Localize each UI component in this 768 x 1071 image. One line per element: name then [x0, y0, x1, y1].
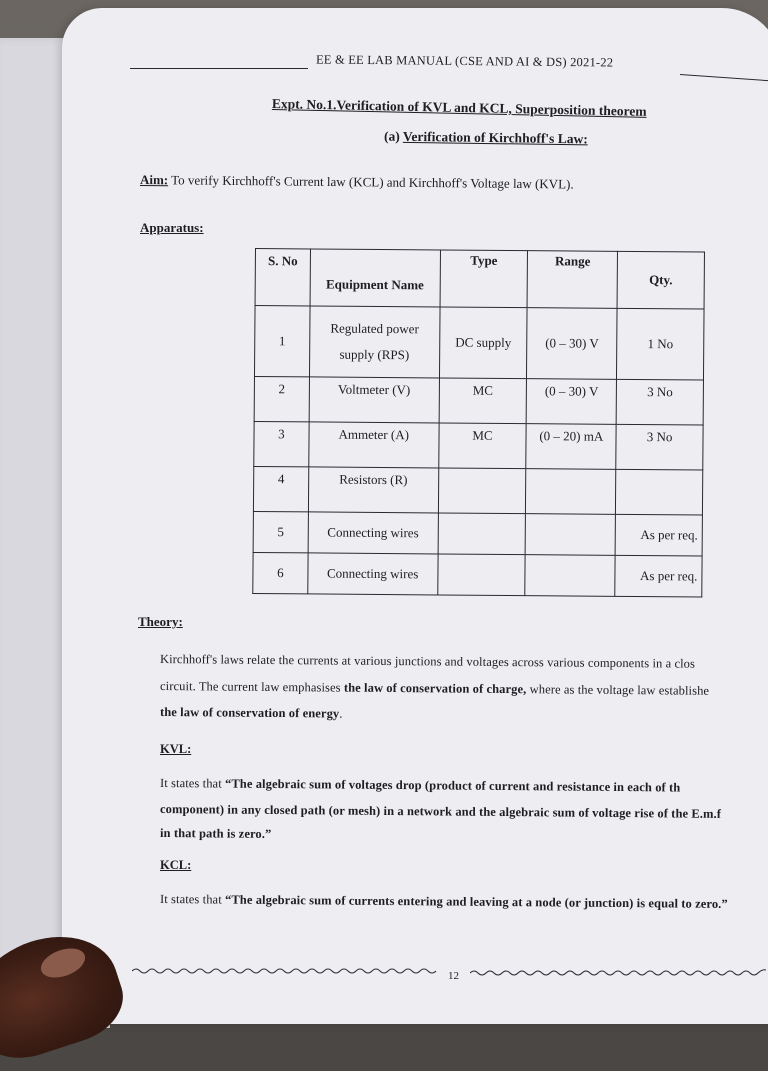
cell-type: DC supply	[439, 307, 527, 379]
kvl-emphasis: “The algebraic sum of voltages drop (product of current and resistance in each of th	[224, 776, 681, 795]
footer-wave-left	[132, 964, 438, 978]
cell-type	[438, 468, 526, 514]
experiment-title: Expt. No.1.Verification of KVL and KCL, Superposition theorem	[271, 96, 647, 119]
cell-name: Ammeter (A)	[309, 422, 439, 468]
column-header: Equipment Name	[310, 249, 440, 307]
kcl-text: It states that	[159, 892, 226, 907]
cell-type	[438, 513, 526, 555]
cell-sno: 6	[253, 552, 308, 593]
theory-emphasis: the law of conservation of charge,	[343, 680, 527, 697]
table-row	[254, 306, 704, 381]
cell-name: Voltmeter (V)	[309, 377, 439, 423]
footer-wave-right	[470, 964, 768, 978]
table-row	[254, 421, 703, 470]
cell-sno: 2	[254, 376, 309, 421]
table-row	[253, 552, 702, 597]
cell-sno: 5	[253, 511, 308, 552]
cell-name: Resistors (R)	[308, 467, 438, 513]
cell-type	[437, 554, 525, 596]
table-row	[253, 511, 702, 556]
aim-text: To verify Kirchhoff's Current law (KCL) and Kirchhoff's Voltage law (KVL).	[171, 172, 574, 192]
manual-header: EE & EE LAB MANUAL (CSE AND AI & DS) 2021-22	[315, 52, 614, 70]
cell-range: (0 – 30) V	[527, 308, 617, 380]
column-header: Range	[527, 251, 617, 309]
cell-qty: As per req.	[615, 555, 702, 597]
cell-range: (0 – 30) V	[527, 379, 617, 425]
cell-qty: As per req.	[615, 514, 702, 556]
theory-emphasis: the law of conservation of energy	[159, 705, 340, 721]
table-row	[254, 376, 703, 425]
apparatus-heading: Apparatus:	[140, 220, 204, 235]
cell-range	[526, 469, 616, 515]
kvl-heading: KVL:	[160, 742, 192, 756]
header-rule-left	[130, 68, 308, 69]
cell-range: (0 – 20) mA	[526, 424, 616, 470]
cell-sno: 1	[254, 306, 309, 377]
cell-type: MC	[438, 423, 526, 469]
cell-sno: 3	[254, 421, 309, 466]
cell-type: MC	[439, 378, 527, 424]
column-header: S. No	[255, 249, 310, 306]
column-header: Type	[440, 250, 528, 308]
kcl-emphasis: “The algebraic sum of currents entering and leaving at a node (or junction) is equal to zero.”	[224, 892, 728, 911]
kvl-line-3	[160, 826, 271, 842]
cell-name: Connecting wires	[308, 553, 438, 595]
cell-qty: 1 No	[617, 308, 704, 380]
cell-name: Connecting wires	[308, 512, 438, 554]
subtitle-prefix: (a)	[383, 128, 400, 144]
cell-qty	[616, 469, 703, 515]
aim-label: Aim:	[139, 172, 169, 188]
column-header: Qty.	[617, 251, 704, 309]
theory-text: circuit. The current law emphasises	[159, 679, 344, 695]
theory-heading: Theory:	[138, 614, 183, 629]
cell-name: Regulated power supply (RPS)	[309, 306, 439, 378]
cell-range	[525, 514, 615, 556]
kvl-emphasis: component) in any closed path (or mesh) in a network and the algebraic sum of voltage rise of the E.m.f	[159, 802, 722, 821]
cell-range	[525, 555, 615, 597]
kvl-text: It states that	[159, 776, 226, 791]
subtitle-text: Verification of Kirchhoff's Law:	[402, 128, 588, 147]
kvl-emphasis: in that path is zero.”	[159, 826, 272, 841]
table-header-row	[255, 249, 704, 310]
cell-sno: 4	[253, 466, 308, 511]
theory-text: where as the voltage law establishe	[526, 682, 710, 698]
cell-qty: 3 No	[616, 424, 703, 470]
experiment-subtitle	[384, 129, 588, 148]
theory-text: .	[339, 706, 343, 721]
table-row	[253, 466, 702, 515]
apparatus-table	[252, 248, 705, 598]
theory-line-1: Kirchhoff's laws relate the currents at various junctions and voltages across various components in a clos	[159, 652, 696, 671]
page-number: 12	[448, 970, 459, 982]
kcl-heading: KCL:	[160, 858, 192, 872]
theory-line-3	[160, 705, 343, 722]
cell-qty: 3 No	[616, 379, 703, 425]
